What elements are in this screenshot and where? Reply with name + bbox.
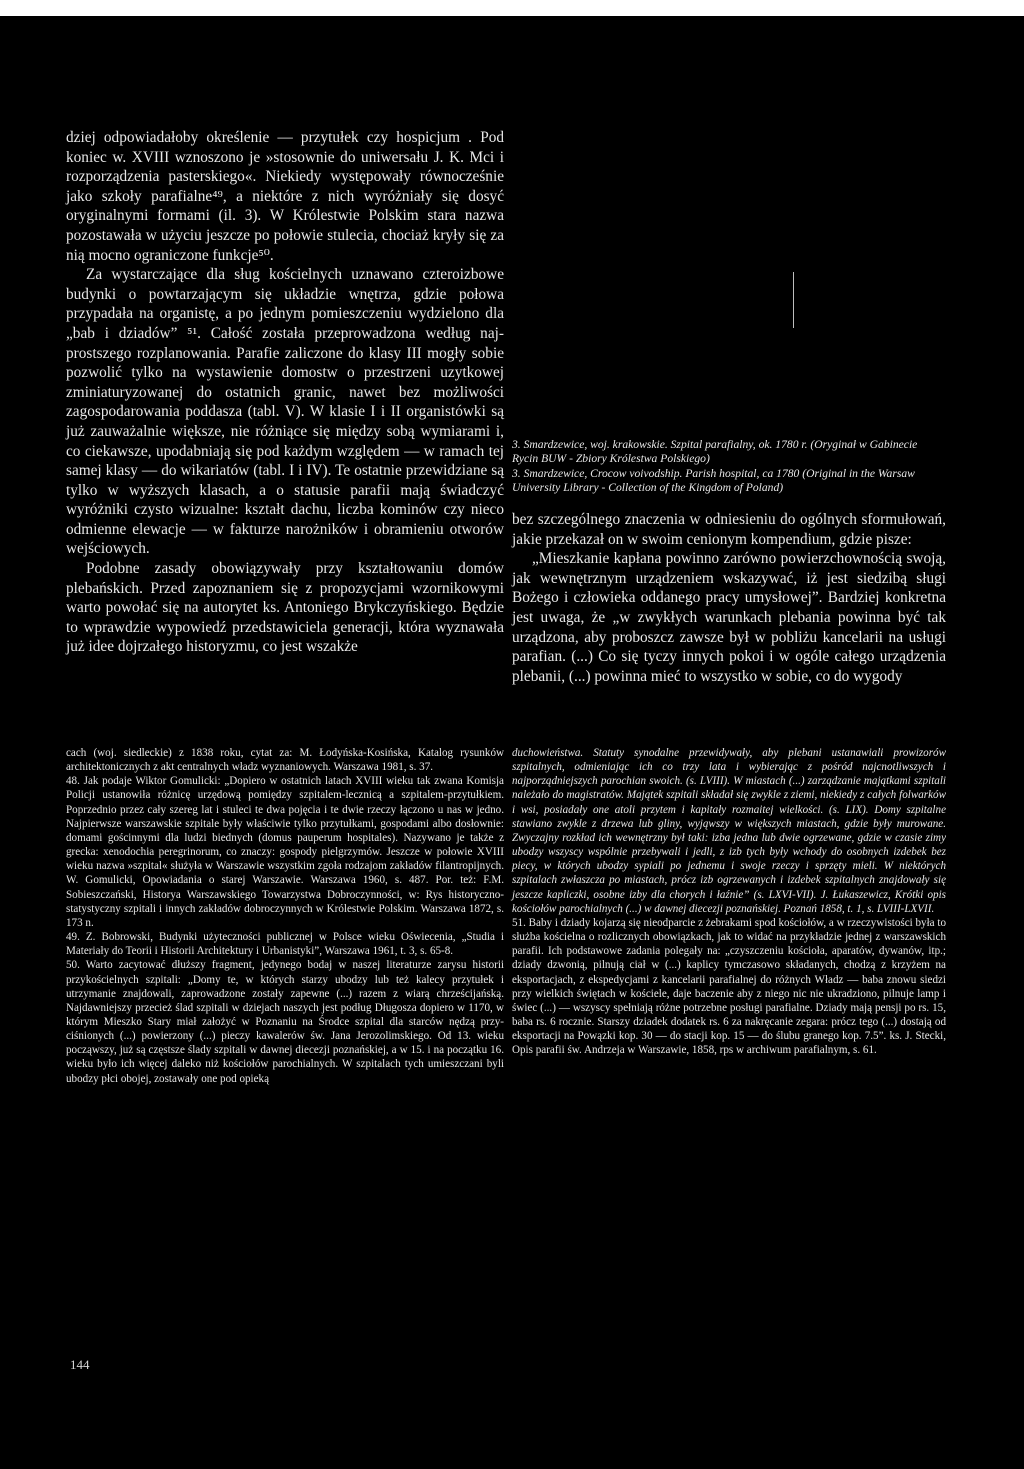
main-text-right-column [512, 510, 946, 686]
page-number: 144 [70, 1357, 90, 1372]
paragraph: dziej odpowiadałoby określenie — przytułek czy hospicjum . Pod koniec w. XVIII wznoszono je »stosownie do uniwersału J. K. Mci i rozporządzenia pasterskiego«. Niekiedy występowały równocześnie jako szkoły parafialne⁴⁹, a niektóre z nich wyróżniały się dosyć oryginalnymi formami (il. 3). W Królestwie Polskim stara nazwa pozostawała w użyciu jeszcze po połowie stulecia, chociaż kryły się za nią mocno ograniczone funkcje⁵⁰. [66, 129, 504, 264]
illustration-caption [512, 438, 946, 496]
footnotes-right-column [512, 746, 946, 1057]
footnote-51: 51. Baby i dziady kojarzą się nieodparcie z żebrakami spod kościołów, a w rzeczywistości była to służba kościelna o rozlicznych obowiązkach, jak to widać na przykładzie jednej z warszawskich parafii. Ich podstawowe zadania polegały na: „czyszczeniu kościoła, aparatów, dywanów, itp.; dziady dzwonią, pilnują ciał w (...) kaplicy tymczasowo składanych, chodzą z krzyżem na eksportacjach, z ekspedycjami z kancelarii parafialnej do różnych Władz — baba znowu siedzi przy wielkich świętach w kościele, daje baczenie aby z niego nic nie ukradziono, pilnuje lamp i świec (...) — wszyscy spełniają różne potrzebne posługi parafialne. Dziady mają pensji po rs. 15, baba rs. 6 rocznie. Starszy dziadek dodatek rs. 6 za nakręcanie zegara: prócz tego (...) dostają od eksportacji na Powązki kop. 30 — do stacji kop. 15 — do ślubu granego kop. 7.5”. ks. J. Stecki, Opis parafii św. Andrzeja w Warszawie, 1858, rps w archiwum parafialnym, s. 61. [512, 916, 946, 1057]
quote-paragraph: „Mieszkanie kapłana powinno zarówno powierzchownością swoją, jak wewnętrznym urządzeniem wskazywać, iż jest siedzibą sługi Bożego i człowieka oddanego pracy umysłowej”. Bardziej konkretna jest uwaga, że „w zwykłych warunkach plebania powinna być tak urządzona, aby proboszcz zawsze był w pobliżu kancelarii na usługi parafian. (...) Co się tyczy innych pokoi i w ogóle całego urządzenia plebanii, (...) powinna mieć to wszystko w sobie, co do wygody [512, 550, 946, 685]
paragraph: bez szczególnego znaczenia w odniesieniu do ogólnych sformułowań, jakie przekazał on w swoim cenionym kompendium, gdzie pisze: [512, 511, 946, 548]
footnote-50-continuation: duchowieństwa. Statuty synodalne przewidywały, aby plebani ustanawiali prowizorów szpitalnych, odmieniając ich co trzy lata i wybierając z pośród najcnotliwszych i najporządniejszych parochian swoich. (s. LVIII). W miastach (...) zarządzanie majątkami szpitali należało do magistratów. Majątek szpitali składał się zwykle z ziemi, niekiedy z całych folwarków i wsi, posiadały one atoli przytem i kapitały rozmaitej wielkości. (s. LIX). Domy szpitalne stawiano zwykle z drzewa lub gliny, wyjąwszy w większych miastach, gdzie były murowane. Zwyczajny rozkład ich wewnętrzny był taki: izba jedna lub dwie ogrzewane, gdzie w czasie zimy ubodzy wszyscy wspólnie przebywali i jedli, z izb tych były wchody do osobnych izdebek bez piecy, w których ubodzy sypiali po jednemu i swoje rzeczy i sprzęty mieli. W niektórych szpitalach zwłaszcza po miastach, prócz izb ogrzewanych i izdebek szpitalnych znajdowały się jeszcze kapliczki, osobne izby dla chorych i łaźnie” (s. LXVI-VII). J. Łukaszewicz, Krótki opis kościołów parochialnych (...) w dawnej diecezji poznańskiej. Poznań 1858, t. 1, s. LVIII-LXVII. [512, 747, 946, 915]
main-text-left-column [66, 128, 504, 657]
footnote-49: 49. Z. Bobrowski, Budynki użyteczności publicznej w Polsce wieku Oświecenia, „Studia i Materiały do Teorii i Historii Architektury i Urbanistyki”, Warszawa 1961, t. 3, s. 65-8. [66, 931, 504, 958]
footnote-continuation: cach (woj. siedleckie) z 1838 roku, cytat za: M. Łodyńska-Kosińska, Katalog rysunków architektonicznych z akt centralnych władz wyznaniowych. Warszawa 1981, s. 37. [66, 747, 504, 774]
top-white-band [0, 0, 1024, 16]
footnote-50: 50. Warto zacytować dłuższy fragment, jedynego bodaj w naszej literaturze zarysu historii przykościelnych szpitali: „Domy te, w których starzy ubodzy lub też kalecy przytułek i utrzymanie znajdowali, zaprowadzone zostały zapewne (...) razem z wiarą chrześcijańską. Najdawniejszy przecież ślad szpitali w dziejach naszych jest podług Długosza dopiero w 1170, w którym Mieszko Stary miał założyć w Poznaniu na Środce szpital dla starców nędzą przyciśnionych (...) powierzony (...) pieczy kawalerów św. Jana Jerozolimskiego. Od 13. wieku począwszy, już są częstsze ślady szpitali w dawnej diecezji poznańskiej, a w 15. i na początku 16. wieku było ich więcej daleko niż kościołów parochialnych. W szpitalach tych umieszczani byli ubodzy płci obojej, zostawały one pod opieką [66, 959, 504, 1085]
footnote-48: 48. Jak podaje Wiktor Gomulicki: „Dopiero w ostatnich latach XVIII wieku tak zwana Komisja Policji ustanowiła różnicę urzędową pomiędzy szpitalem-lecznicą a szpitalem-przytułkiem. Poprzednio przez cały szereg lat i stuleci te dwa pojęcia i te dwie rzeczy łączono u nas w jedno. Najpierwsze warszawskie szpitale były właściwie tylko przytułkami, gospodami albo dosłownie: domami gościnnymi dla ludzi biednych (domus pauperum hospitales). Nazywano je także z grecka: xenodochia peregrinorum, co znaczy: gospody pielgrzymów. Jeszcze w połowie XVIII wieku nazwa »szpital« służyła w Warszawie wszystkim zgoła rodzajom zakładów filantropijnych. W. Gomulicki, Opowiadania o starej Warszawie. Warszawa 1960, s. 487. Por. też: F.M. Sobieszczański, Historya Warszawskiego Towarzystwa Dobroczynności, w: Rys historyczno-statystyczny szpitali i innych zakładów dobroczynnych w Królestwie Polskim. Warszawa 1872, s. 173 n. [66, 775, 504, 929]
caption-english: 3. Smardzewice, Crocow voivodship. Parish hospital, ca 1780 (Original in the Warsaw University Library - Collection of the Kingdom of Poland) [512, 466, 915, 495]
illustration-edge-mark [793, 272, 794, 328]
paragraph: Za wystarczające dla sług kościelnych uznawano czteroizbowe budynki o powtarzającym się układzie wnętrza, gdzie połowa przypadała na organistę, a po jednym pomieszczeniu wydzielono dla „bab i dziadów” ⁵¹. Całość została przeprowadzona według najprostszego rozplanowania. Parafie zaliczone do klasy III mogły sobie pozwolić tylko na wystawienie domostw o przestrzeni uzytkowej zminiaturyzowanej do ostatnich granic, nawet bez możliwości zagospodarowania poddasza (tabl. V). W klasie I i II organistówki są już zauważalnie większe, nie różniące się między sobą wymiarami i, co ciekawsze, upodabniają się pod każdym względem — w ramach tej samej klasy — do wikariatów (tabl. I i IV). Te ostatnie przewidziane są tylko w wyższych klasach, a o statusie parafii mają świadczyć wyróżniki czysto wizualne: kształt dachu, liczba kominów czy nieco odmienne elewacje — w fakturze narożników i obramieniu otworów wejściowych. [66, 266, 504, 558]
caption-polish: 3. Smardzewice, woj. krakowskie. Szpital parafialny, ok. 1780 r. (Oryginał w Gabinecie Rycin BUW - Zbiory Królestwa Polskiego) [512, 438, 918, 466]
paragraph: Podobne zasady obowiązywały przy kształtowaniu domów plebańskich. Przed zapoznaniem się z propozycjami wzornikowymi warto powołać się na autorytet ks. Antoniego Brykczyńskiego. Będzie to wprawdzie wypowiedź przedstawiciela generacji, która wyznawała już idee dojrzałego historyzmu, co jest wszakże [66, 560, 504, 656]
footnotes-left-column [66, 746, 504, 1086]
